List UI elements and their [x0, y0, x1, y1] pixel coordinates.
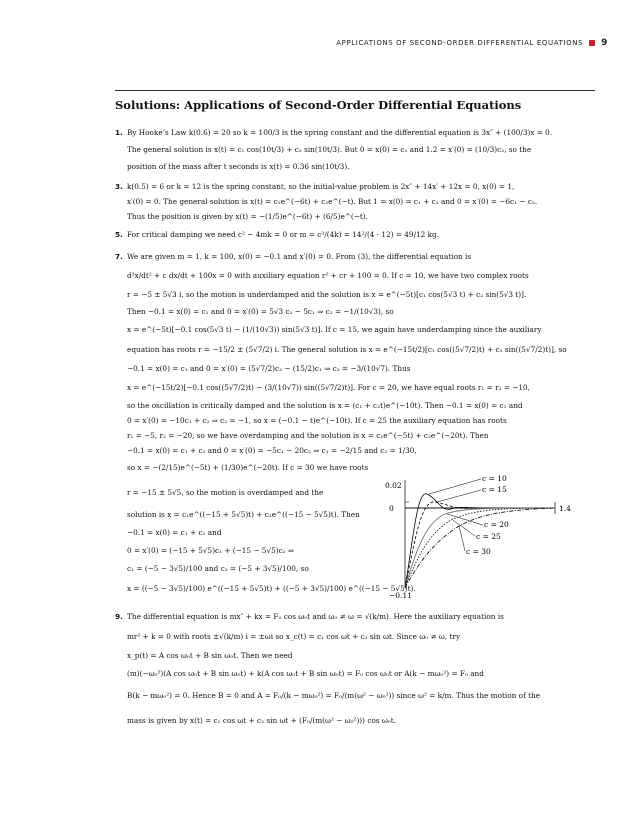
page-number: 9: [601, 38, 608, 48]
problem-line: x′(0) = 0. The general solution is x(t) = c₁e^(−6t) + c₂e^(−t). But 1 = x(0) = c₁ + c₂ and 0 = x′(0) = −6c₁ − c₂.: [127, 197, 538, 206]
curve-label: c = 25: [476, 532, 501, 541]
damping-graph: [385, 470, 585, 600]
problem-line: The differential equation is mx″ + kx = F₀ cos ω₀t and ω₀ ≠ ω = √(k/m). Here the auxiliary equation is: [127, 612, 504, 621]
problem-line: (m)(−ω₀²)(A cos ω₀t + B sin ω₀t) + k(A cos ω₀t + B sin ω₀t) = F₀ cos ω₀t or A(k − mω₀²) = F₀ and: [127, 669, 484, 678]
problem-line: B(k − mω₀²) = 0. Hence B = 0 and A = F₀/(k − mω₀²) = F₀/(m(ω² − ω₀²)) since ω² = k/m. Thus the motion of the: [127, 691, 541, 700]
running-head-text: APPLICATIONS OF SECOND-ORDER DIFFERENTIAL EQUATIONS: [336, 39, 584, 47]
problem-line: equation has roots r = −15/2 ± (5√7/2) i. The general solution is x = e^(−15t/2)[c₁ cos((5√7/2)t) + c₂ sin((5√7/2)t)], so: [127, 345, 567, 354]
problem-line: −0.1 = x(0) = c₁ and 0 = x′(0) = (5√7/2)c₂ − (15/2)c₁ ⇒ c₂ = −3/(10√7). Thus: [127, 364, 411, 373]
curve-label: c = 10: [482, 474, 507, 483]
running-head: [336, 38, 608, 48]
problem-line: By Hooke’s Law k(0.6) = 20 so k = 100/3 is the spring constant and the differential equation is 3x″ + (100/3)x = 0.: [127, 128, 553, 137]
problem-line: r₁ = −5, r₂ = −20, so we have overdamping and the solution is x = c₁e^(−5t) + c₂e^(−20t). Then: [127, 431, 489, 440]
problem-number: 7.: [115, 252, 123, 261]
problem-line: Then −0.1 = x(0) = c₁ and 0 = x′(0) = 5√3 c₂ − 5c₁ ⇒ c₂ = −1/(10√3), so: [127, 307, 394, 316]
top-rule: [115, 90, 595, 91]
problem-line: r = −15 ± 5√5, so the motion is overdamped and the: [127, 488, 324, 497]
problem-line: 0 = x′(0) = −10c₁ + c₂ ⇒ c₂ = −1, so x = (−0.1 − t)e^(−10t). If c = 25 the auxiliary equation has roots: [127, 416, 507, 425]
problem-line: x = ((−5 − 3√5)/100) e^((−15 + 5√5)t) + ((−5 + 3√5)/100) e^((−15 − 5√5)t).: [127, 584, 416, 593]
curve-c15: [405, 502, 555, 588]
problem-line: For critical damping we need c² − 4mk = 0 or m = c²/(4k) = 14²/(4 · 12) = 49/12 kg.: [127, 230, 440, 239]
problem-line: −0.1 = x(0) = c₁ + c₂ and: [127, 528, 222, 537]
problem-line: The general solution is x(t) = c₁ cos(10t/3) + c₂ sin(10t/3). But 0 = x(0) = c₁ and 1.2 = x′(0) = (10/3)c₂, so the: [127, 145, 532, 154]
curve-label: c = 30: [466, 547, 491, 556]
problem-number: 1.: [115, 128, 123, 137]
problem-line: x = e^(−5t)[−0.1 cos(5√3 t) − (1/(10√3)) sin(5√3 t)]. If c = 15, we again have underdamping since the auxiliary: [127, 325, 542, 334]
red-square-icon: [589, 40, 595, 46]
curve-label: c = 20: [484, 520, 509, 529]
problem-line: mass is given by x(t) = c₁ cos ωt + c₂ sin ωt + (F₀/(m(ω² − ω₀²))) cos ω₀t.: [127, 716, 396, 725]
problem-number: 9.: [115, 612, 123, 621]
problem-line: Thus the position is given by x(t) = −(1/5)e^(−6t) + (6/5)e^(−t).: [127, 212, 368, 221]
problem-line: −0.1 = x(0) = c₁ + c₂ and 0 = x′(0) = −5c₁ − 20c₂ ⇒ c₁ = −2/15 and c₂ = 1/30,: [127, 446, 417, 455]
problem-number: 5.: [115, 230, 123, 239]
problem-line: so the oscillation is critically damped and the solution is x = (c₁ + c₂t)e^(−10t). Then −0.1 = x(0) = c₁ and: [127, 401, 523, 410]
problem-line: solution is x = c₁e^((−15 + 5√5)t) + c₂e^((−15 − 5√5)t). Then: [127, 510, 360, 519]
problem-line: so x = −(2/15)e^(−5t) + (1/30)e^(−20t). If c = 30 we have roots: [127, 463, 369, 472]
problem-line: position of the mass after t seconds is x(t) = 0.36 sin(10t/3).: [127, 162, 350, 171]
problem-line: We are given m = 1, k = 100, x(0) = −0.1 and x′(0) = 0. From (3), the differential equation is: [127, 252, 472, 261]
curve-label: c = 15: [482, 485, 507, 494]
section-title: Solutions: Applications of Second-Order Differential Equations: [115, 98, 522, 112]
problem-line: x_p(t) = A cos ω₀t + B sin ω₀t. Then we need: [127, 651, 293, 660]
problem-line: x = e^(−15t/2)[−0.1 cos((5√7/2)t) − (3/(10√7)) sin((5√7/2)t)]. For c = 20, we have equal roots r₁ = r₂ = −10,: [127, 383, 530, 392]
problem-line: d²x/dt² + c dx/dt + 100x = 0 with auxiliary equation r² + cr + 100 = 0. If c = 10, we have two complex roots: [127, 271, 529, 280]
problem-line: c₁ = (−5 − 3√5)/100 and c₂ = (−5 + 3√5)/100, so: [127, 564, 309, 573]
problem-line: 0 = x′(0) = (−15 + 5√5)c₁ + (−15 − 5√5)c₂ ⇒: [127, 546, 295, 555]
problem-line: mr² + k = 0 with roots ±√(k/m) i = ±ωi so x_c(t) = c₁ cos ωt + c₂ sin ωt. Since ω₀ ≠ ω, try: [127, 632, 461, 641]
x-right-label: 1.4: [559, 504, 571, 513]
y-zero-label: 0: [389, 504, 394, 513]
y-top-label: 0.02: [385, 481, 402, 490]
problem-line: k(0.5) = 6 or k = 12 is the spring constant, so the initial-value problem is 2x″ + 14x′ + 12x = 0, x(0) = 1,: [127, 182, 515, 191]
y-bottom-label: −0.11: [389, 591, 412, 600]
problem-number: 3.: [115, 182, 123, 191]
problem-line: r = −5 ± 5√3 i, so the motion is underdamped and the solution is x = e^(−5t)[c₁ cos(5√3 t) + c₂ sin(5√3 t)].: [127, 290, 527, 299]
